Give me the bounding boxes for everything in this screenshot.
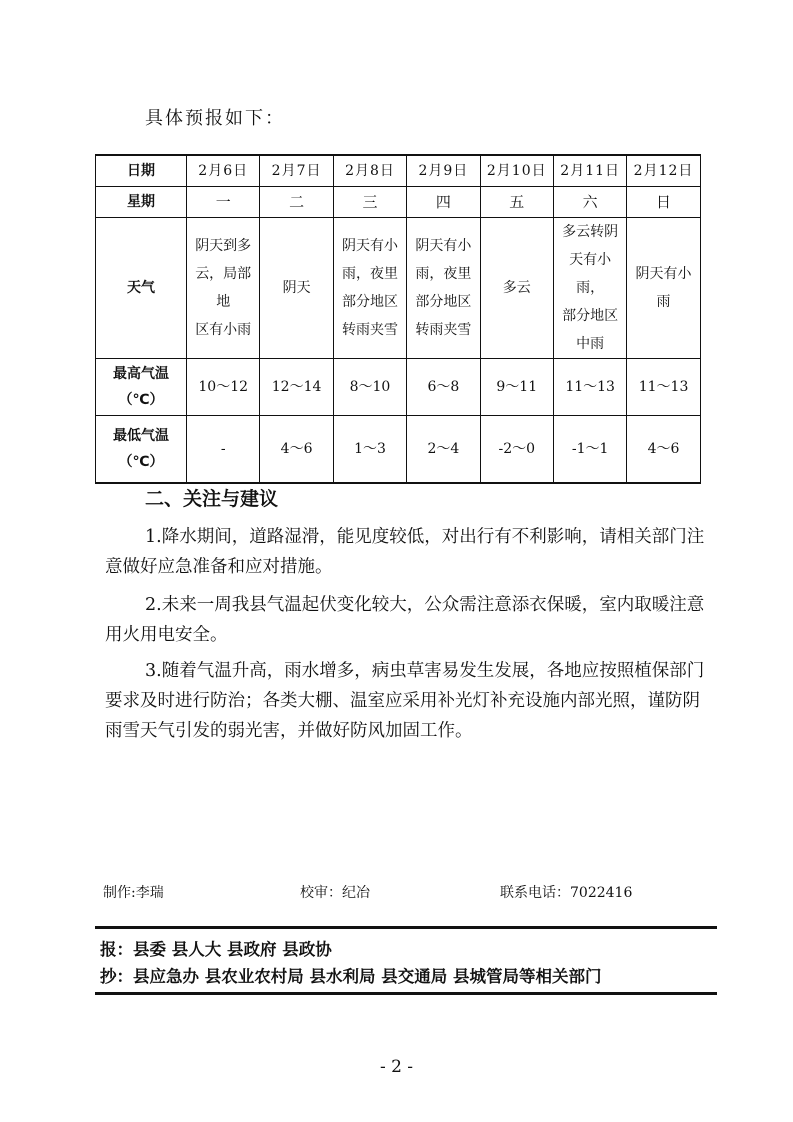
bottom-divider bbox=[95, 992, 717, 995]
high-temp-label-line: 最高气温 bbox=[113, 366, 169, 382]
weather-line: 阴天有小 bbox=[415, 238, 472, 254]
weekday-cell: 日 bbox=[627, 187, 700, 218]
weather-line: 中雨 bbox=[576, 336, 605, 352]
weather-cell bbox=[553, 218, 626, 359]
advice-text: 按照植保部门要求及时进行防治；各类大棚、温室应采用补光灯补充设施内部光照，谨防阴雨雪天气引发的弱光害，并做好防风加固工作。 bbox=[105, 661, 705, 741]
weather-line: 云，局部地 bbox=[195, 266, 252, 310]
weather-line: 多云 bbox=[502, 280, 531, 296]
maker-credit: 制作:李瑞 bbox=[103, 885, 164, 901]
weekday-cell: 四 bbox=[407, 187, 480, 218]
weekday-cell: 一 bbox=[187, 187, 260, 218]
weather-cell bbox=[480, 218, 553, 359]
contact-phone: 联系电话：7022416 bbox=[500, 885, 633, 901]
date-cell: 2月9日 bbox=[407, 155, 480, 187]
advice-text: 1.降水期间，道路湿滑，能见度较低，对出行有不利影响， bbox=[145, 527, 600, 547]
weather-line: 多云转阴 bbox=[562, 224, 619, 240]
weather-line: 部分地区 bbox=[562, 308, 619, 324]
low-temp-cell: 4～6 bbox=[627, 416, 700, 484]
weather-line: 雨，夜里 bbox=[341, 266, 398, 282]
low-temp-cell: -2～0 bbox=[480, 416, 553, 484]
high-temp-cell: 12～14 bbox=[260, 359, 333, 416]
advice-text: 室内取暖注意用火用电安全。 bbox=[105, 595, 705, 645]
weather-cell bbox=[333, 218, 406, 359]
date-cell: 2月10日 bbox=[480, 155, 553, 187]
weekday-cell: 五 bbox=[480, 187, 553, 218]
weather-line: 部分地区 bbox=[341, 294, 398, 310]
weather-line: 天有小雨， bbox=[569, 252, 612, 296]
page-number: - 2 - bbox=[379, 1057, 414, 1077]
high-temp-cell: 10～12 bbox=[187, 359, 260, 416]
low-temp-row bbox=[96, 416, 701, 484]
high-temp-cell: 11～13 bbox=[553, 359, 626, 416]
weather-line: 阴天有小 bbox=[635, 266, 692, 282]
date-row-label: 日期 bbox=[96, 155, 187, 187]
advice-text: 2.未来一周我县气温起伏变化较大，公众需注意添衣保暖， bbox=[145, 595, 600, 615]
intro-text: 具体预报如下： bbox=[145, 108, 285, 129]
advice-item-3 bbox=[105, 656, 705, 746]
date-row bbox=[96, 155, 701, 187]
weather-line: 阴天 bbox=[282, 280, 311, 296]
high-temp-row bbox=[96, 359, 701, 416]
weather-line: 转雨夹雪 bbox=[415, 322, 472, 338]
advice-text: 请相关部门注意做好应急准备和应对措施。 bbox=[105, 527, 705, 577]
low-temp-cell: -1～1 bbox=[553, 416, 626, 484]
reviewer-credit: 校审：纪冶 bbox=[300, 885, 370, 901]
weather-line: 阴天有小 bbox=[341, 238, 398, 254]
weather-row-label: 天气 bbox=[96, 218, 187, 359]
top-divider bbox=[95, 926, 717, 929]
weekday-cell: 三 bbox=[333, 187, 406, 218]
high-temp-cell: 9～11 bbox=[480, 359, 553, 416]
weather-line: 阴天到多 bbox=[195, 238, 252, 254]
weekday-cell: 六 bbox=[553, 187, 626, 218]
weather-line: 部分地区 bbox=[415, 294, 472, 310]
high-temp-unit: （℃） bbox=[118, 392, 164, 408]
low-temp-row-label bbox=[96, 416, 187, 484]
report-to-line: 报：县委 县人大 县政府 县政协 bbox=[100, 940, 332, 959]
section-heading: 二、关注与建议 bbox=[145, 488, 279, 510]
advice-item-1 bbox=[105, 522, 705, 582]
low-temp-cell: 1～3 bbox=[333, 416, 406, 484]
high-temp-cell: 6～8 bbox=[407, 359, 480, 416]
high-temp-row-label bbox=[96, 359, 187, 416]
high-temp-cell: 8～10 bbox=[333, 359, 406, 416]
weather-cell bbox=[407, 218, 480, 359]
weather-row bbox=[96, 218, 701, 359]
date-cell: 2月12日 bbox=[627, 155, 700, 187]
low-temp-label-line: 最低气温 bbox=[113, 428, 169, 444]
weekday-cell: 二 bbox=[260, 187, 333, 218]
date-cell: 2月6日 bbox=[187, 155, 260, 187]
date-cell: 2月11日 bbox=[553, 155, 626, 187]
weather-line: 区有小雨 bbox=[195, 322, 252, 338]
weather-cell bbox=[187, 218, 260, 359]
weather-line: 雨 bbox=[656, 294, 671, 310]
weather-line: 转雨夹雪 bbox=[341, 322, 398, 338]
low-temp-cell: 2～4 bbox=[407, 416, 480, 484]
high-temp-cell: 11～13 bbox=[627, 359, 700, 416]
date-cell: 2月8日 bbox=[333, 155, 406, 187]
date-cell: 2月7日 bbox=[260, 155, 333, 187]
forecast-table bbox=[95, 154, 701, 484]
weekday-row-label: 星期 bbox=[96, 187, 187, 218]
copy-to-line: 抄：县应急办 县农业农村局 县水利局 县交通局 县城管局等相关部门 bbox=[100, 967, 602, 986]
low-temp-cell: - bbox=[187, 416, 260, 484]
weather-cell bbox=[260, 218, 333, 359]
weather-line: 雨，夜里 bbox=[415, 266, 472, 282]
weekday-row bbox=[96, 187, 701, 218]
weather-cell bbox=[627, 218, 700, 359]
advice-text: 3.随着气温升高，雨水增多，病虫草害易发生发展，各地应 bbox=[145, 661, 600, 681]
low-temp-unit: （℃） bbox=[118, 454, 164, 470]
low-temp-cell: 4～6 bbox=[260, 416, 333, 484]
advice-item-2 bbox=[105, 590, 705, 650]
